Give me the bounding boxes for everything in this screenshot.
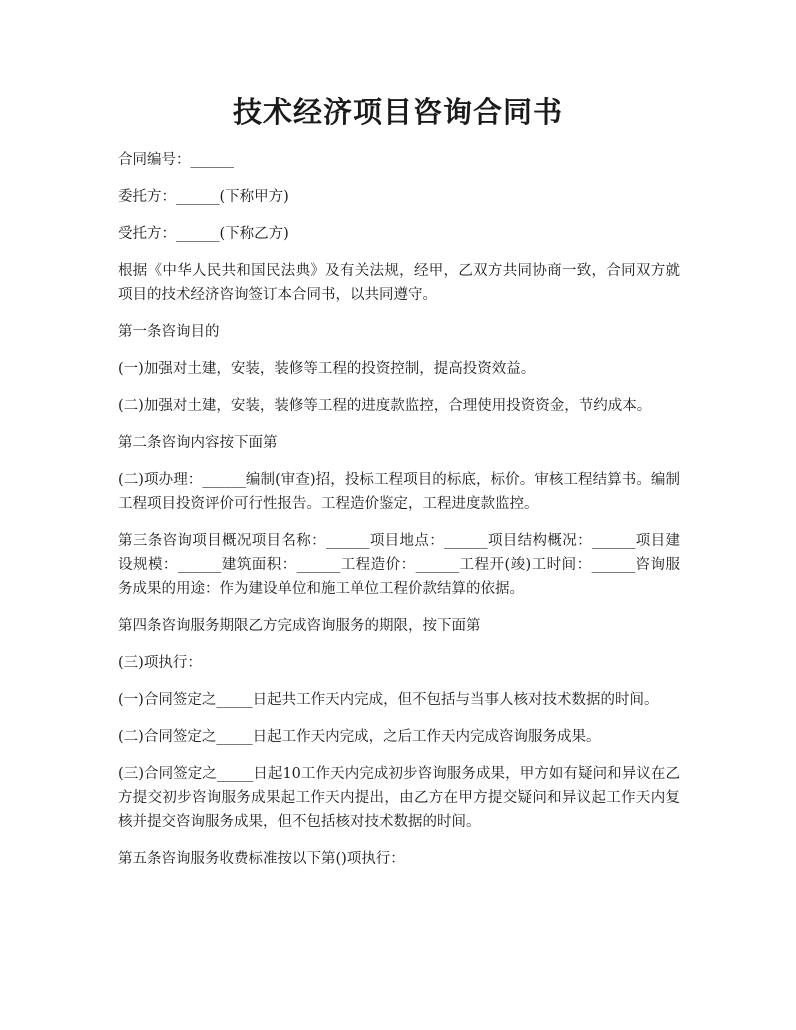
article-2-heading: 第二条咨询内容按下面第 (118, 435, 278, 451)
preamble-paragraph: 根据《中华人民共和国民法典》及有关法规，经甲，乙双方共同协商一致，合同双方就项目的技术经济咨询签订本合同书，以共同遵守。 (118, 263, 680, 303)
document-body (118, 148, 680, 884)
article-1-item-1: (一)加强对土建，安装，装修等工程的投资控制，提高投资效益。 (118, 361, 536, 377)
article-4-execute-item: (三)项执行： (118, 655, 202, 671)
contract-number: 合同编号：______ (118, 152, 234, 168)
article-1-item-2: (二)加强对土建，安装，装修等工程的进度款监控，合理使用投资资金，节约成本。 (118, 398, 652, 414)
article-3-paragraph: 第三条咨询项目概况项目名称：______项目地点：______项目结构概况：______项目建设规模：______建筑面积：______工程造价：______工程开(竣)工时间：______咨询服务成果的用途：作为建设单位和施工单位工程价款结算的依据。 (118, 533, 680, 597)
document-title: 技术经济项目咨询合同书 (232, 95, 563, 129)
article-1-heading: 第一条咨询目的 (118, 324, 220, 340)
article-4-item-3: (三)合同签定之_____日起10工作天内完成初步咨询服务成果，甲方如有疑问和异议在乙方提交初步咨询服务成果起工作天内提出，由乙方在甲方提交疑问和异议起工作天内复核并提交咨询服务成果，但不包括核对技术数据的时间。 (118, 766, 680, 830)
article-5-heading: 第五条咨询服务收费标准按以下第()项执行： (118, 851, 405, 867)
client-party: 委托方：______(下称甲方) (118, 189, 289, 205)
article-4-item-1: (一)合同签定之_____日起共工作天内完成，但不包括与当事人核对技术数据的时间。 (118, 692, 659, 708)
article-4-heading: 第四条咨询服务期限乙方完成咨询服务的期限，按下面第 (118, 618, 481, 634)
contractor-party: 受托方：______(下称乙方) (118, 226, 289, 242)
article-4-item-2: (二)合同签定之_____日起工作天内完成，之后工作天内完成咨询服务成果。 (118, 729, 601, 745)
article-2-item: (二)项办理：______编制(审查)招，投标工程项目的标底，标价。审核工程结算书。编制工程项目投资评价可行性报告。工程造价鉴定，工程进度款监控。 (118, 472, 680, 512)
